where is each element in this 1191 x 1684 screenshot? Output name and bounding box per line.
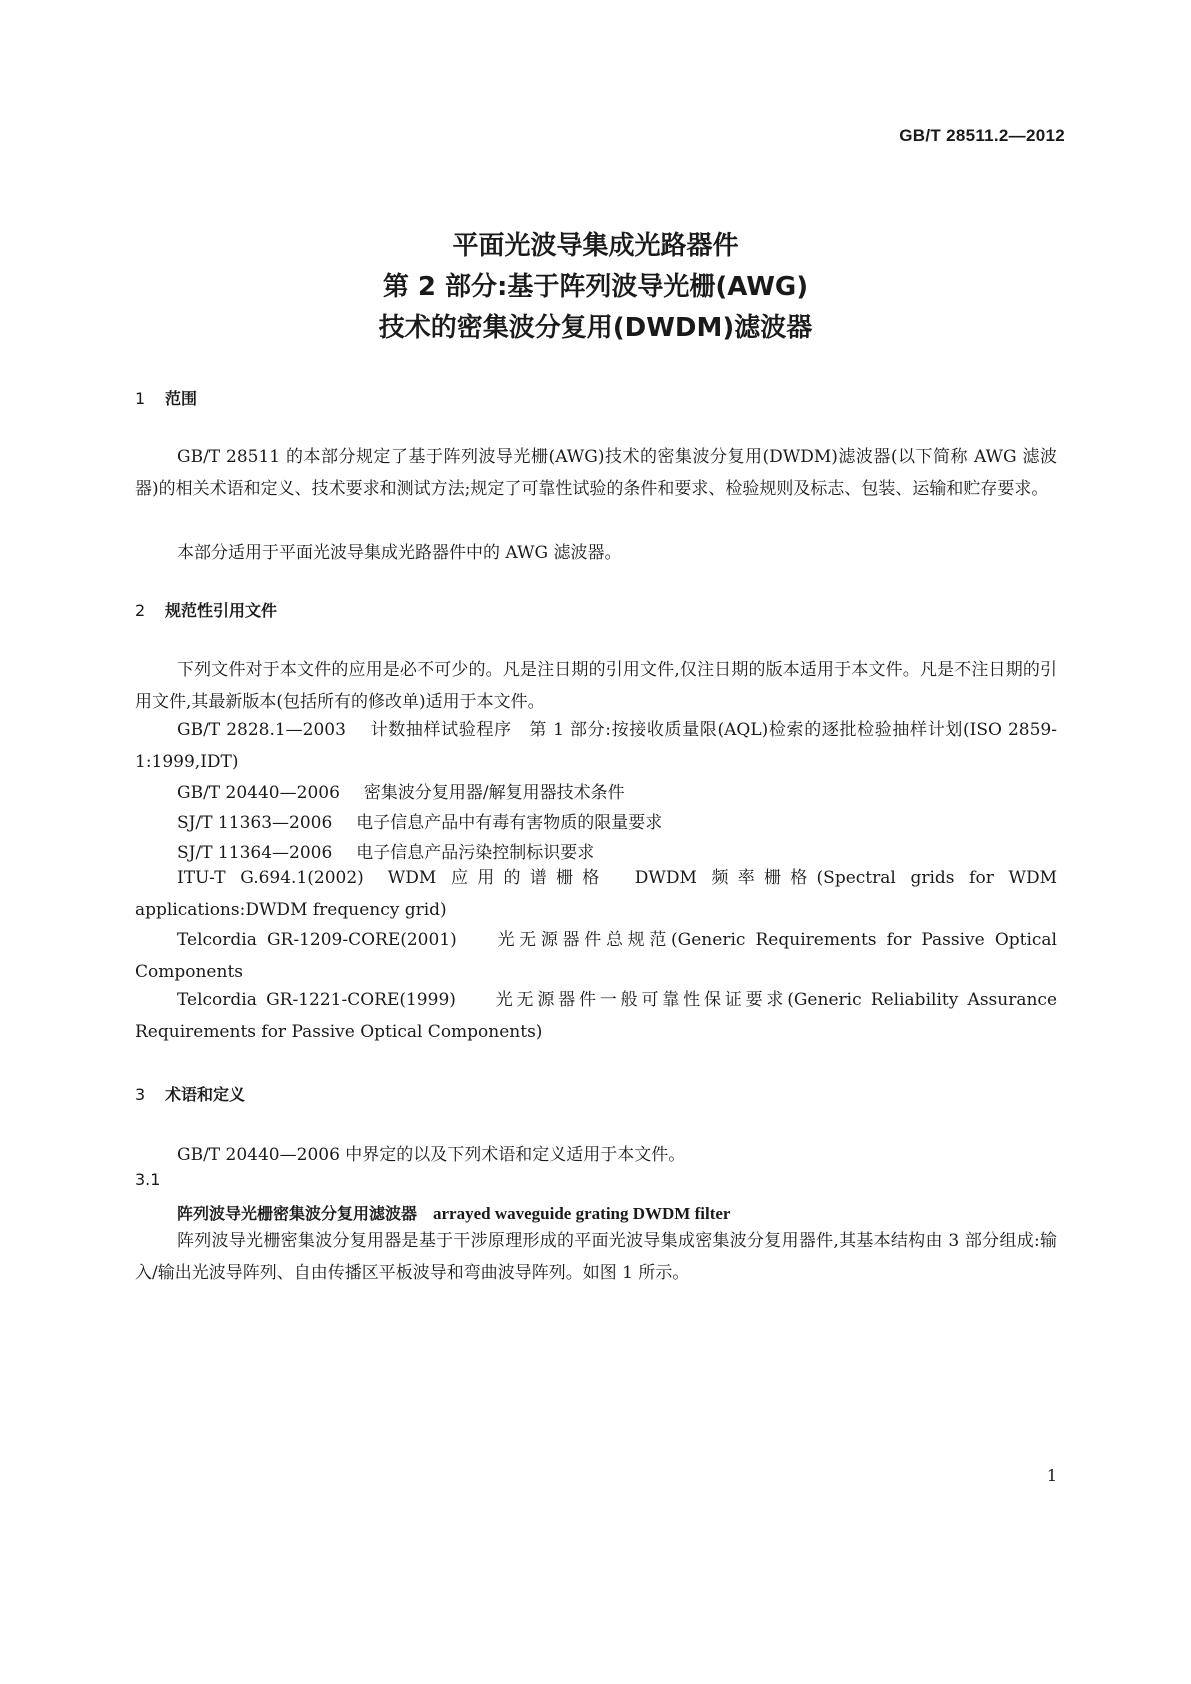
section-3-intro: GB/T 20440—2006 中界定的以及下列术语和定义适用于本文件。 (177, 1145, 686, 1165)
reference-title: 电子信息产品中有毒有害物质的限量要求 (356, 813, 663, 833)
term-chinese: 阵列波导光栅密集波分复用滤波器 (177, 1204, 418, 1223)
reference-item (177, 778, 1057, 803)
reference-code: SJ/T 11364—2006 (177, 843, 333, 863)
reference-code: ITU-T G.694.1(2002) (177, 868, 364, 888)
section-title: 规范性引用文件 (165, 601, 278, 620)
document-title (0, 226, 1191, 349)
term-definition: 阵列波导光栅密集波分复用器是基于干涉原理形成的平面光波导集成密集波分复用器件,其基本结构由 3 部分组成:输入/输出光波导阵列、自由传播区平板波导和弯曲波导阵列。如图 1 所示。 (135, 1231, 1057, 1283)
term-title (177, 1201, 730, 1224)
reference-title: WDM 应用的谱栅格 DWDM 频率栅格(Spectral grids for WDM applications:DWDM frequency grid) (135, 868, 1057, 920)
subsection-number: 3.1 (135, 1170, 161, 1189)
section-1-paragraph-1: GB/T 28511 的本部分规定了基于阵列波导光栅(AWG)技术的密集波分复用(DWDM)滤波器(以下简称 AWG 滤波器)的相关术语和定义、技术要求和测试方法;规定了可靠性试验的条件和要求、检验规则及标志、包装、运输和贮存要求。 (135, 447, 1057, 499)
reference-code: GB/T 20440—2006 (177, 783, 340, 803)
title-line-3: 技术的密集波分复用(DWDM)滤波器 (378, 313, 813, 343)
section-title: 范围 (165, 389, 198, 408)
document-code: GB/T 28511.2—2012 (899, 126, 1065, 145)
reference-title: 电子信息产品污染控制标识要求 (356, 843, 595, 863)
section-1-paragraph-2: 本部分适用于平面光波导集成光路器件中的 AWG 滤波器。 (177, 543, 622, 563)
reference-title: 光无源器件一般可靠性保证要求(Generic Reliability Assurance Requirements for Passive Optical Components) (135, 990, 1058, 1042)
reference-code: SJ/T 11363—2006 (177, 813, 333, 833)
reference-title: 密集波分复用器/解复用器技术条件 (363, 783, 625, 803)
title-line-1: 平面光波导集成光路器件 (452, 231, 739, 261)
page-number: 1 (1046, 1466, 1057, 1485)
reference-code: GB/T 2828.1—2003 (177, 720, 346, 740)
section-title: 术语和定义 (165, 1085, 246, 1104)
reference-title: 计数抽样试验程序 第 1 部分:按接收质量限(AQL)检索的逐批检验抽样计划(ISO 2859-1:1999,IDT) (135, 720, 1057, 772)
reference-item (135, 924, 1057, 988)
section-2-heading (135, 598, 277, 621)
reference-item (135, 862, 1057, 926)
title-line-2: 第 2 部分:基于阵列波导光栅(AWG) (382, 272, 809, 302)
section-1-heading (135, 386, 197, 409)
term-english: arrayed waveguide grating DWDM filter (433, 1204, 731, 1223)
reference-code: Telcordia GR-1209-CORE(2001) (177, 930, 457, 950)
section-number: 3 (135, 1085, 146, 1104)
reference-title: 光无源器件总规范(Generic Requirements for Passive Optical Components (135, 930, 1057, 982)
section-3-heading (135, 1082, 245, 1105)
section-number: 2 (135, 601, 146, 620)
reference-item (135, 714, 1057, 778)
reference-item (135, 984, 1057, 1048)
section-2-intro: 下列文件对于本文件的应用是必不可少的。凡是注日期的引用文件,仅注日期的版本适用于本文件。凡是不注日期的引用文件,其最新版本(包括所有的修改单)适用于本文件。 (135, 660, 1057, 712)
section-number: 1 (135, 389, 146, 408)
reference-item (177, 808, 1057, 833)
reference-item (177, 838, 1057, 863)
reference-code: Telcordia GR-1221-CORE(1999) (177, 990, 456, 1010)
